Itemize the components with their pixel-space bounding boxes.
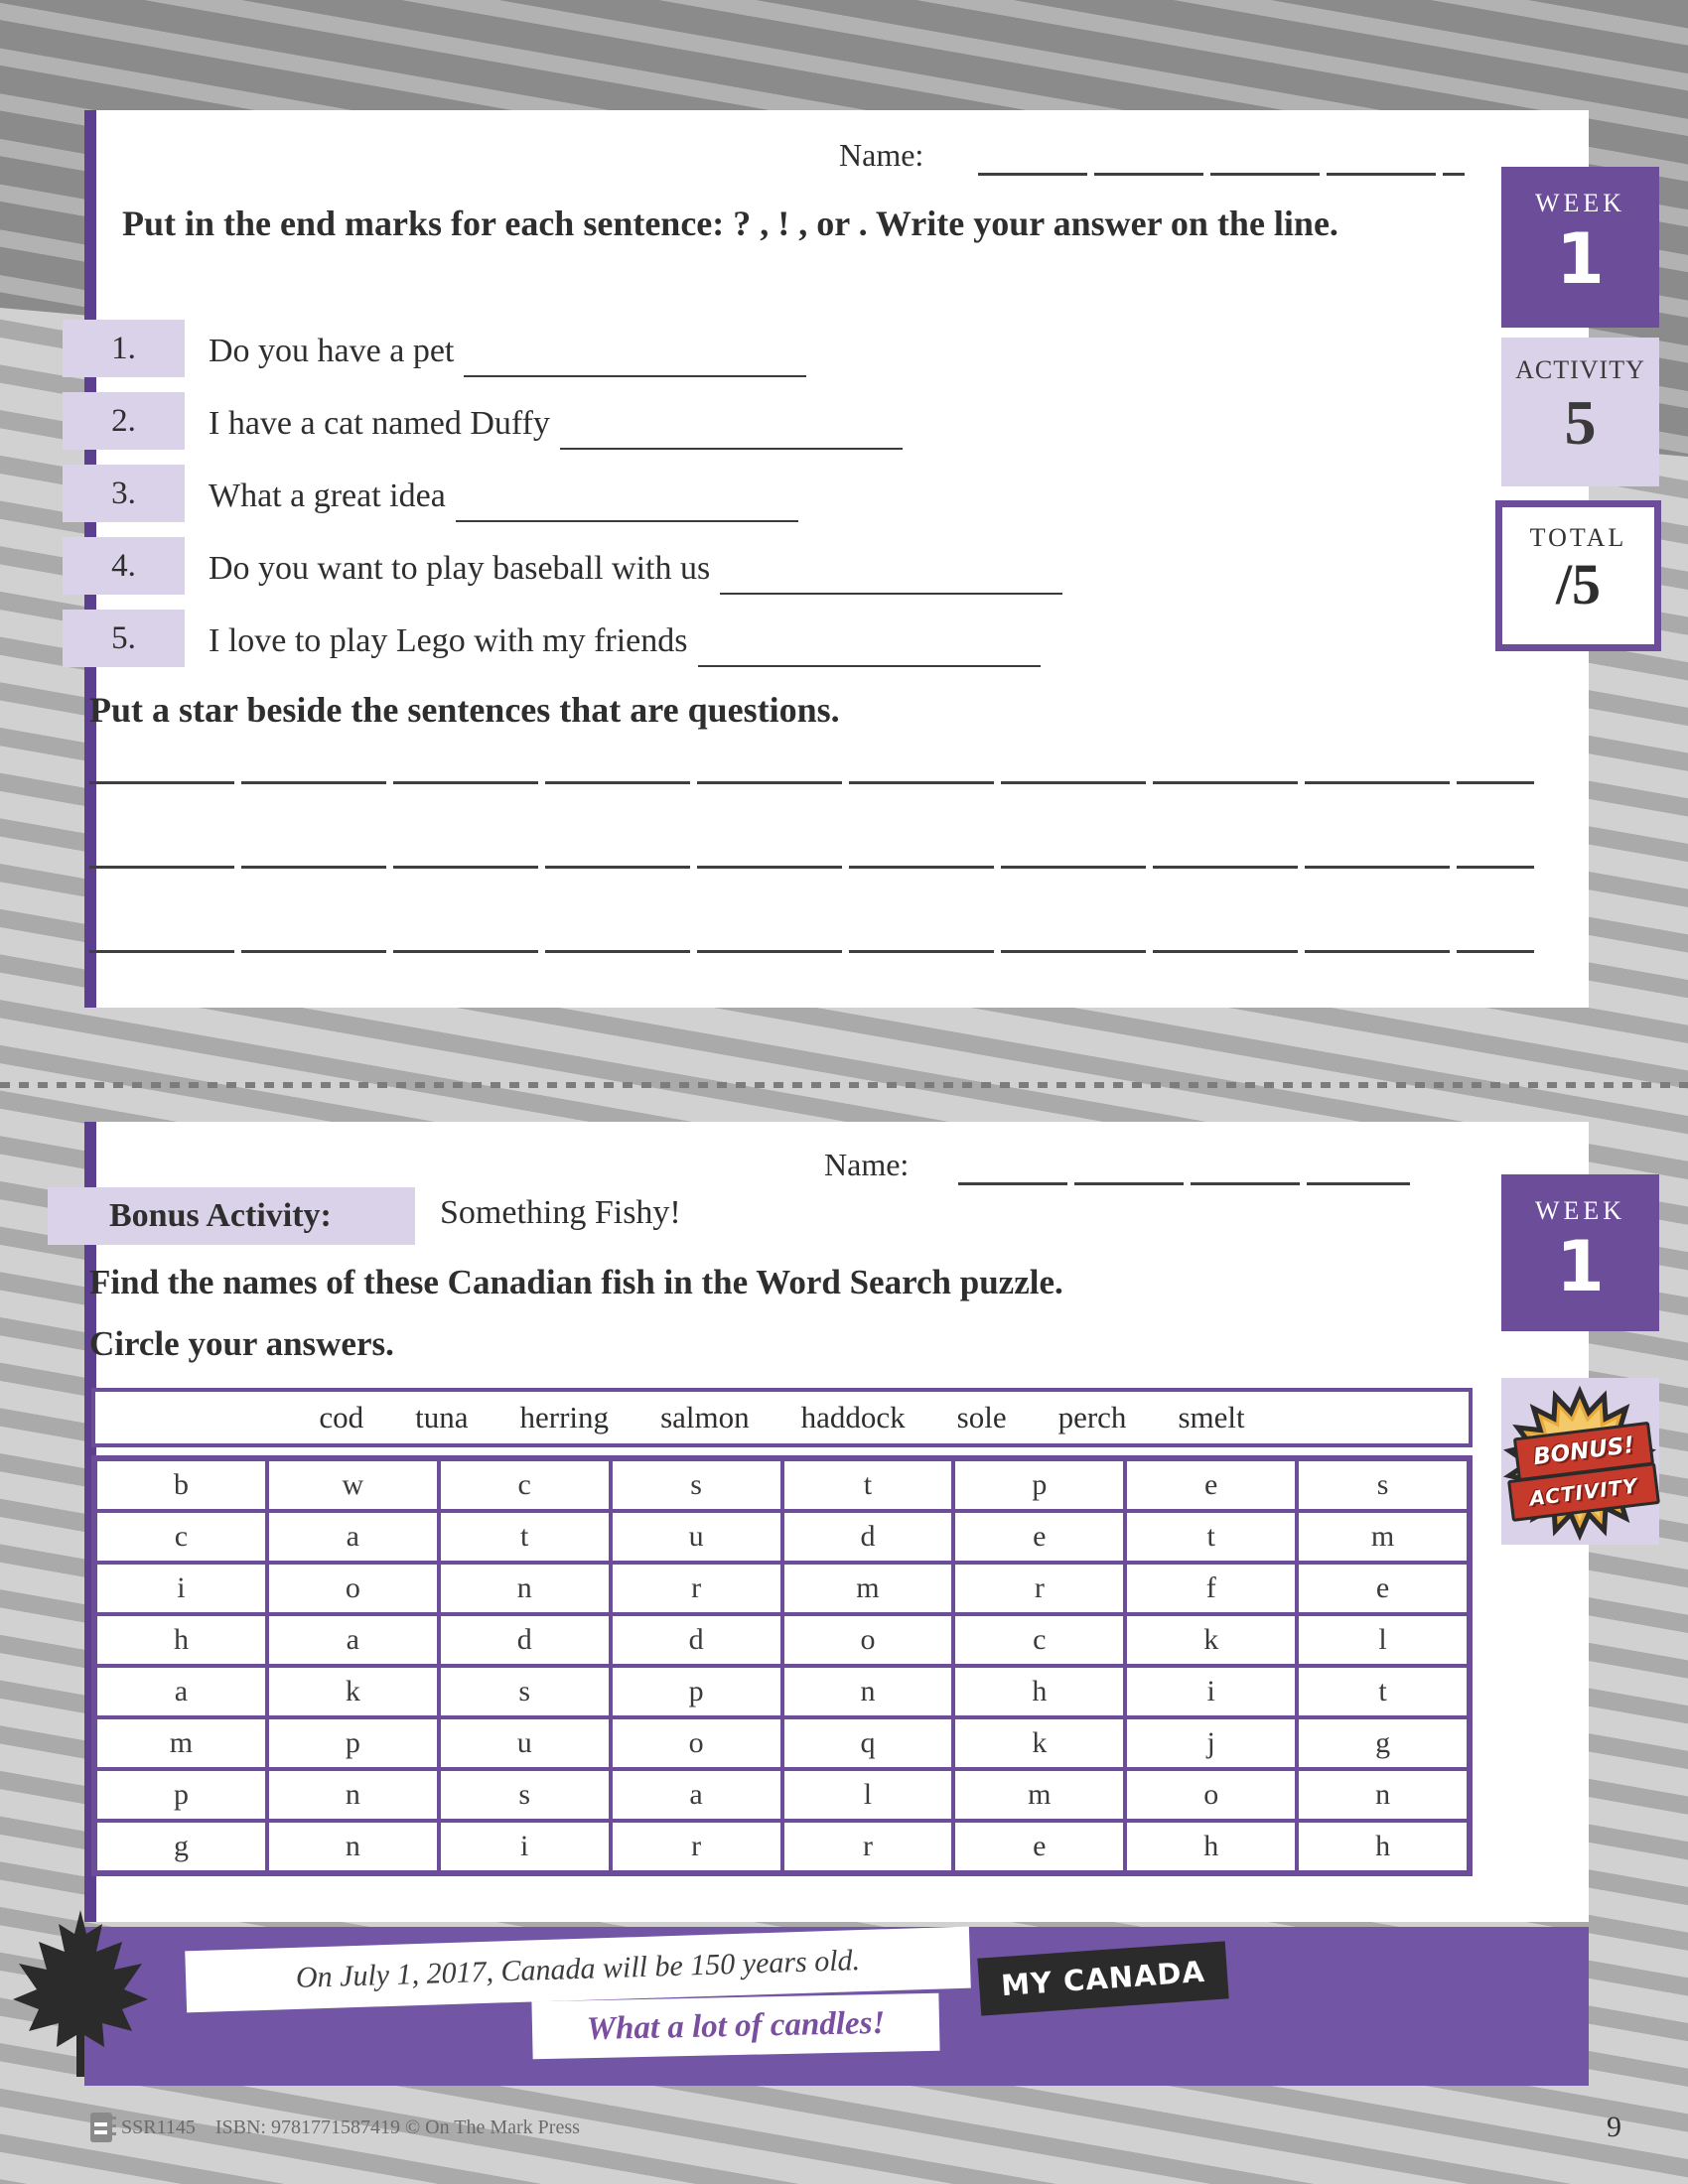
sentence-text: I love to play Lego with my friends — [209, 622, 688, 659]
grid-cell[interactable]: k — [1125, 1614, 1297, 1666]
week-label: WEEK — [1534, 189, 1626, 217]
grid-cell[interactable]: n — [439, 1563, 611, 1614]
banner-text-2: What a lot of candles! — [531, 1993, 939, 2060]
grid-cell[interactable]: n — [267, 1821, 439, 1872]
grid-cell[interactable]: e — [1297, 1563, 1469, 1614]
grid-cell[interactable]: d — [439, 1614, 611, 1666]
grid-cell[interactable]: e — [1125, 1459, 1297, 1511]
grid-cell[interactable]: t — [1125, 1511, 1297, 1563]
sentence-row — [0, 320, 1489, 377]
grid-cell[interactable]: d — [611, 1614, 782, 1666]
sentence-number: 5. — [63, 610, 185, 667]
grid-cell[interactable]: i — [439, 1821, 611, 1872]
grid-cell[interactable]: o — [611, 1717, 782, 1769]
booklet-icon — [89, 2111, 117, 2144]
grid-cell[interactable]: a — [611, 1769, 782, 1821]
grid-cell[interactable]: h — [1297, 1821, 1469, 1872]
grid-cell[interactable]: u — [611, 1511, 782, 1563]
total-badge — [1495, 500, 1661, 651]
grid-cell[interactable]: b — [95, 1459, 267, 1511]
sentence-number: 2. — [63, 392, 185, 450]
grid-cell[interactable]: d — [782, 1511, 954, 1563]
grid-cell[interactable]: k — [267, 1666, 439, 1717]
grid-cell[interactable]: g — [95, 1821, 267, 1872]
total-label: TOTAL — [1529, 523, 1627, 552]
answer-line[interactable] — [89, 781, 1534, 784]
week-number: 1 — [1556, 218, 1605, 300]
sentence-number: 4. — [63, 537, 185, 595]
grid-cell[interactable]: s — [611, 1459, 782, 1511]
bonus-ribbon: BONUS! — [1513, 1422, 1654, 1481]
maple-leaf-icon — [8, 1908, 153, 2085]
grid-cell[interactable]: t — [1297, 1666, 1469, 1717]
star-instruction: Put a star beside the sentences that are questions. — [89, 690, 840, 730]
grid-cell[interactable]: o — [782, 1614, 954, 1666]
week-number: 1 — [1556, 1226, 1605, 1307]
grid-cell[interactable]: h — [1125, 1821, 1297, 1872]
grid-cell[interactable]: h — [953, 1666, 1125, 1717]
name-label: Name: — [824, 1147, 910, 1182]
grid-cell[interactable]: q — [782, 1717, 954, 1769]
sentence-number: 1. — [63, 320, 185, 377]
grid-cell[interactable]: r — [611, 1563, 782, 1614]
grid-cell[interactable]: i — [1125, 1666, 1297, 1717]
week-badge-bottom — [1501, 1174, 1659, 1331]
grid-cell[interactable]: e — [953, 1511, 1125, 1563]
grid-cell[interactable]: o — [1125, 1769, 1297, 1821]
grid-cell[interactable]: j — [1125, 1717, 1297, 1769]
activity-number: 5 — [1564, 387, 1597, 458]
grid-cell[interactable]: t — [439, 1511, 611, 1563]
sentence-text: Do you have a pet — [209, 333, 455, 369]
grid-cell[interactable]: h — [95, 1614, 267, 1666]
sentence-text: What a great idea — [209, 478, 446, 514]
grid-cell[interactable]: r — [611, 1821, 782, 1872]
activity-ribbon: ACTIVITY — [1507, 1462, 1660, 1522]
fish-word: tuna — [415, 1400, 469, 1434]
fish-word: herring — [519, 1400, 610, 1434]
answer-line[interactable] — [89, 950, 1534, 953]
week-badge-top — [1501, 167, 1659, 328]
grid-cell[interactable]: p — [95, 1769, 267, 1821]
word-list-box — [91, 1388, 1473, 1447]
grid-cell[interactable]: c — [439, 1459, 611, 1511]
grid-cell[interactable]: m — [782, 1563, 954, 1614]
grid-cell[interactable]: a — [267, 1511, 439, 1563]
bonus-activity-label: Bonus Activity: — [109, 1197, 332, 1234]
grid-cell[interactable]: t — [782, 1459, 954, 1511]
grid-cell[interactable]: r — [953, 1563, 1125, 1614]
footer-credits: SSR1145 ISBN: 9781771587419 © On The Mark Press — [121, 2116, 580, 2138]
grid-cell[interactable]: o — [267, 1563, 439, 1614]
wordsearch-grid — [91, 1455, 1473, 1876]
grid-cell[interactable]: f — [1125, 1563, 1297, 1614]
activity-label: ACTIVITY — [1515, 355, 1645, 384]
grid-cell[interactable]: n — [1297, 1769, 1469, 1821]
grid-cell[interactable]: n — [782, 1666, 954, 1717]
total-score[interactable]: /5 — [1555, 552, 1602, 616]
circle-instruction: Circle your answers. — [89, 1324, 394, 1363]
sentence-number: 3. — [63, 465, 185, 522]
grid-cell[interactable]: p — [611, 1666, 782, 1717]
end-mark-blank[interactable] — [698, 621, 1041, 667]
sentence-row — [0, 610, 1489, 667]
bonus-badge-panel — [1501, 1378, 1659, 1545]
grid-cell[interactable]: u — [439, 1717, 611, 1769]
sentence-row — [0, 465, 1489, 522]
grid-cell[interactable]: r — [782, 1821, 954, 1872]
grid-cell[interactable]: m — [953, 1769, 1125, 1821]
name-label: Name: — [839, 137, 924, 173]
grid-cell[interactable]: k — [953, 1717, 1125, 1769]
grid-cell[interactable]: i — [95, 1563, 267, 1614]
bonus-activity-title: Something Fishy! — [440, 1194, 681, 1231]
sentence-row — [0, 537, 1489, 595]
bonus-activity-tag — [48, 1187, 415, 1245]
grid-cell[interactable]: l — [782, 1769, 954, 1821]
grid-cell[interactable]: c — [95, 1511, 267, 1563]
grid-cell[interactable]: m — [95, 1717, 267, 1769]
grid-cell[interactable]: w — [267, 1459, 439, 1511]
grid-cell[interactable]: p — [953, 1459, 1125, 1511]
week-label: WEEK — [1534, 1196, 1626, 1225]
grid-cell[interactable]: m — [1297, 1511, 1469, 1563]
end-mark-blank[interactable] — [456, 477, 798, 522]
grid-cell[interactable]: a — [267, 1614, 439, 1666]
activity-badge — [1501, 338, 1659, 486]
grid-cell[interactable]: s — [439, 1666, 611, 1717]
answer-line[interactable] — [89, 866, 1534, 869]
fish-word: cod — [319, 1400, 364, 1434]
grid-cell[interactable]: a — [95, 1666, 267, 1717]
sentence-text: Do you want to play baseball with us — [209, 550, 711, 587]
end-mark-blank[interactable] — [464, 332, 806, 377]
my-canada-tag: MY CANADA — [977, 1941, 1228, 2015]
sentence-text: I have a cat named Duffy — [209, 405, 550, 442]
fish-word: sole — [956, 1400, 1007, 1434]
name-input-line[interactable] — [978, 173, 1465, 176]
grid-cell[interactable]: p — [267, 1717, 439, 1769]
page-number: 9 — [1607, 2111, 1621, 2143]
dashed-cut-line — [0, 1082, 1688, 1088]
end-mark-blank[interactable] — [560, 404, 903, 450]
grid-cell[interactable]: c — [953, 1614, 1125, 1666]
wordsearch-instruction: Find the names of these Canadian fish in the Word Search puzzle. — [89, 1263, 1063, 1301]
grid-cell[interactable]: s — [439, 1769, 611, 1821]
grid-cell[interactable]: g — [1297, 1717, 1469, 1769]
grid-cell[interactable]: e — [953, 1821, 1125, 1872]
grid-cell[interactable]: l — [1297, 1614, 1469, 1666]
sentence-row — [0, 392, 1489, 450]
fish-word: haddock — [800, 1400, 906, 1434]
top-instructions: Put in the end marks for each sentence: ? , ! , or . Write your answer on the line. — [122, 204, 1338, 243]
grid-cell[interactable]: n — [267, 1769, 439, 1821]
end-mark-blank[interactable] — [720, 549, 1062, 595]
fish-word: perch — [1057, 1400, 1127, 1434]
fish-word: smelt — [1178, 1400, 1245, 1434]
banner-text-1: On July 1, 2017, Canada will be 150 years old. — [185, 1927, 971, 2013]
grid-cell[interactable]: s — [1297, 1459, 1469, 1511]
fish-word: salmon — [660, 1400, 750, 1434]
name-input-line[interactable] — [958, 1182, 1410, 1185]
